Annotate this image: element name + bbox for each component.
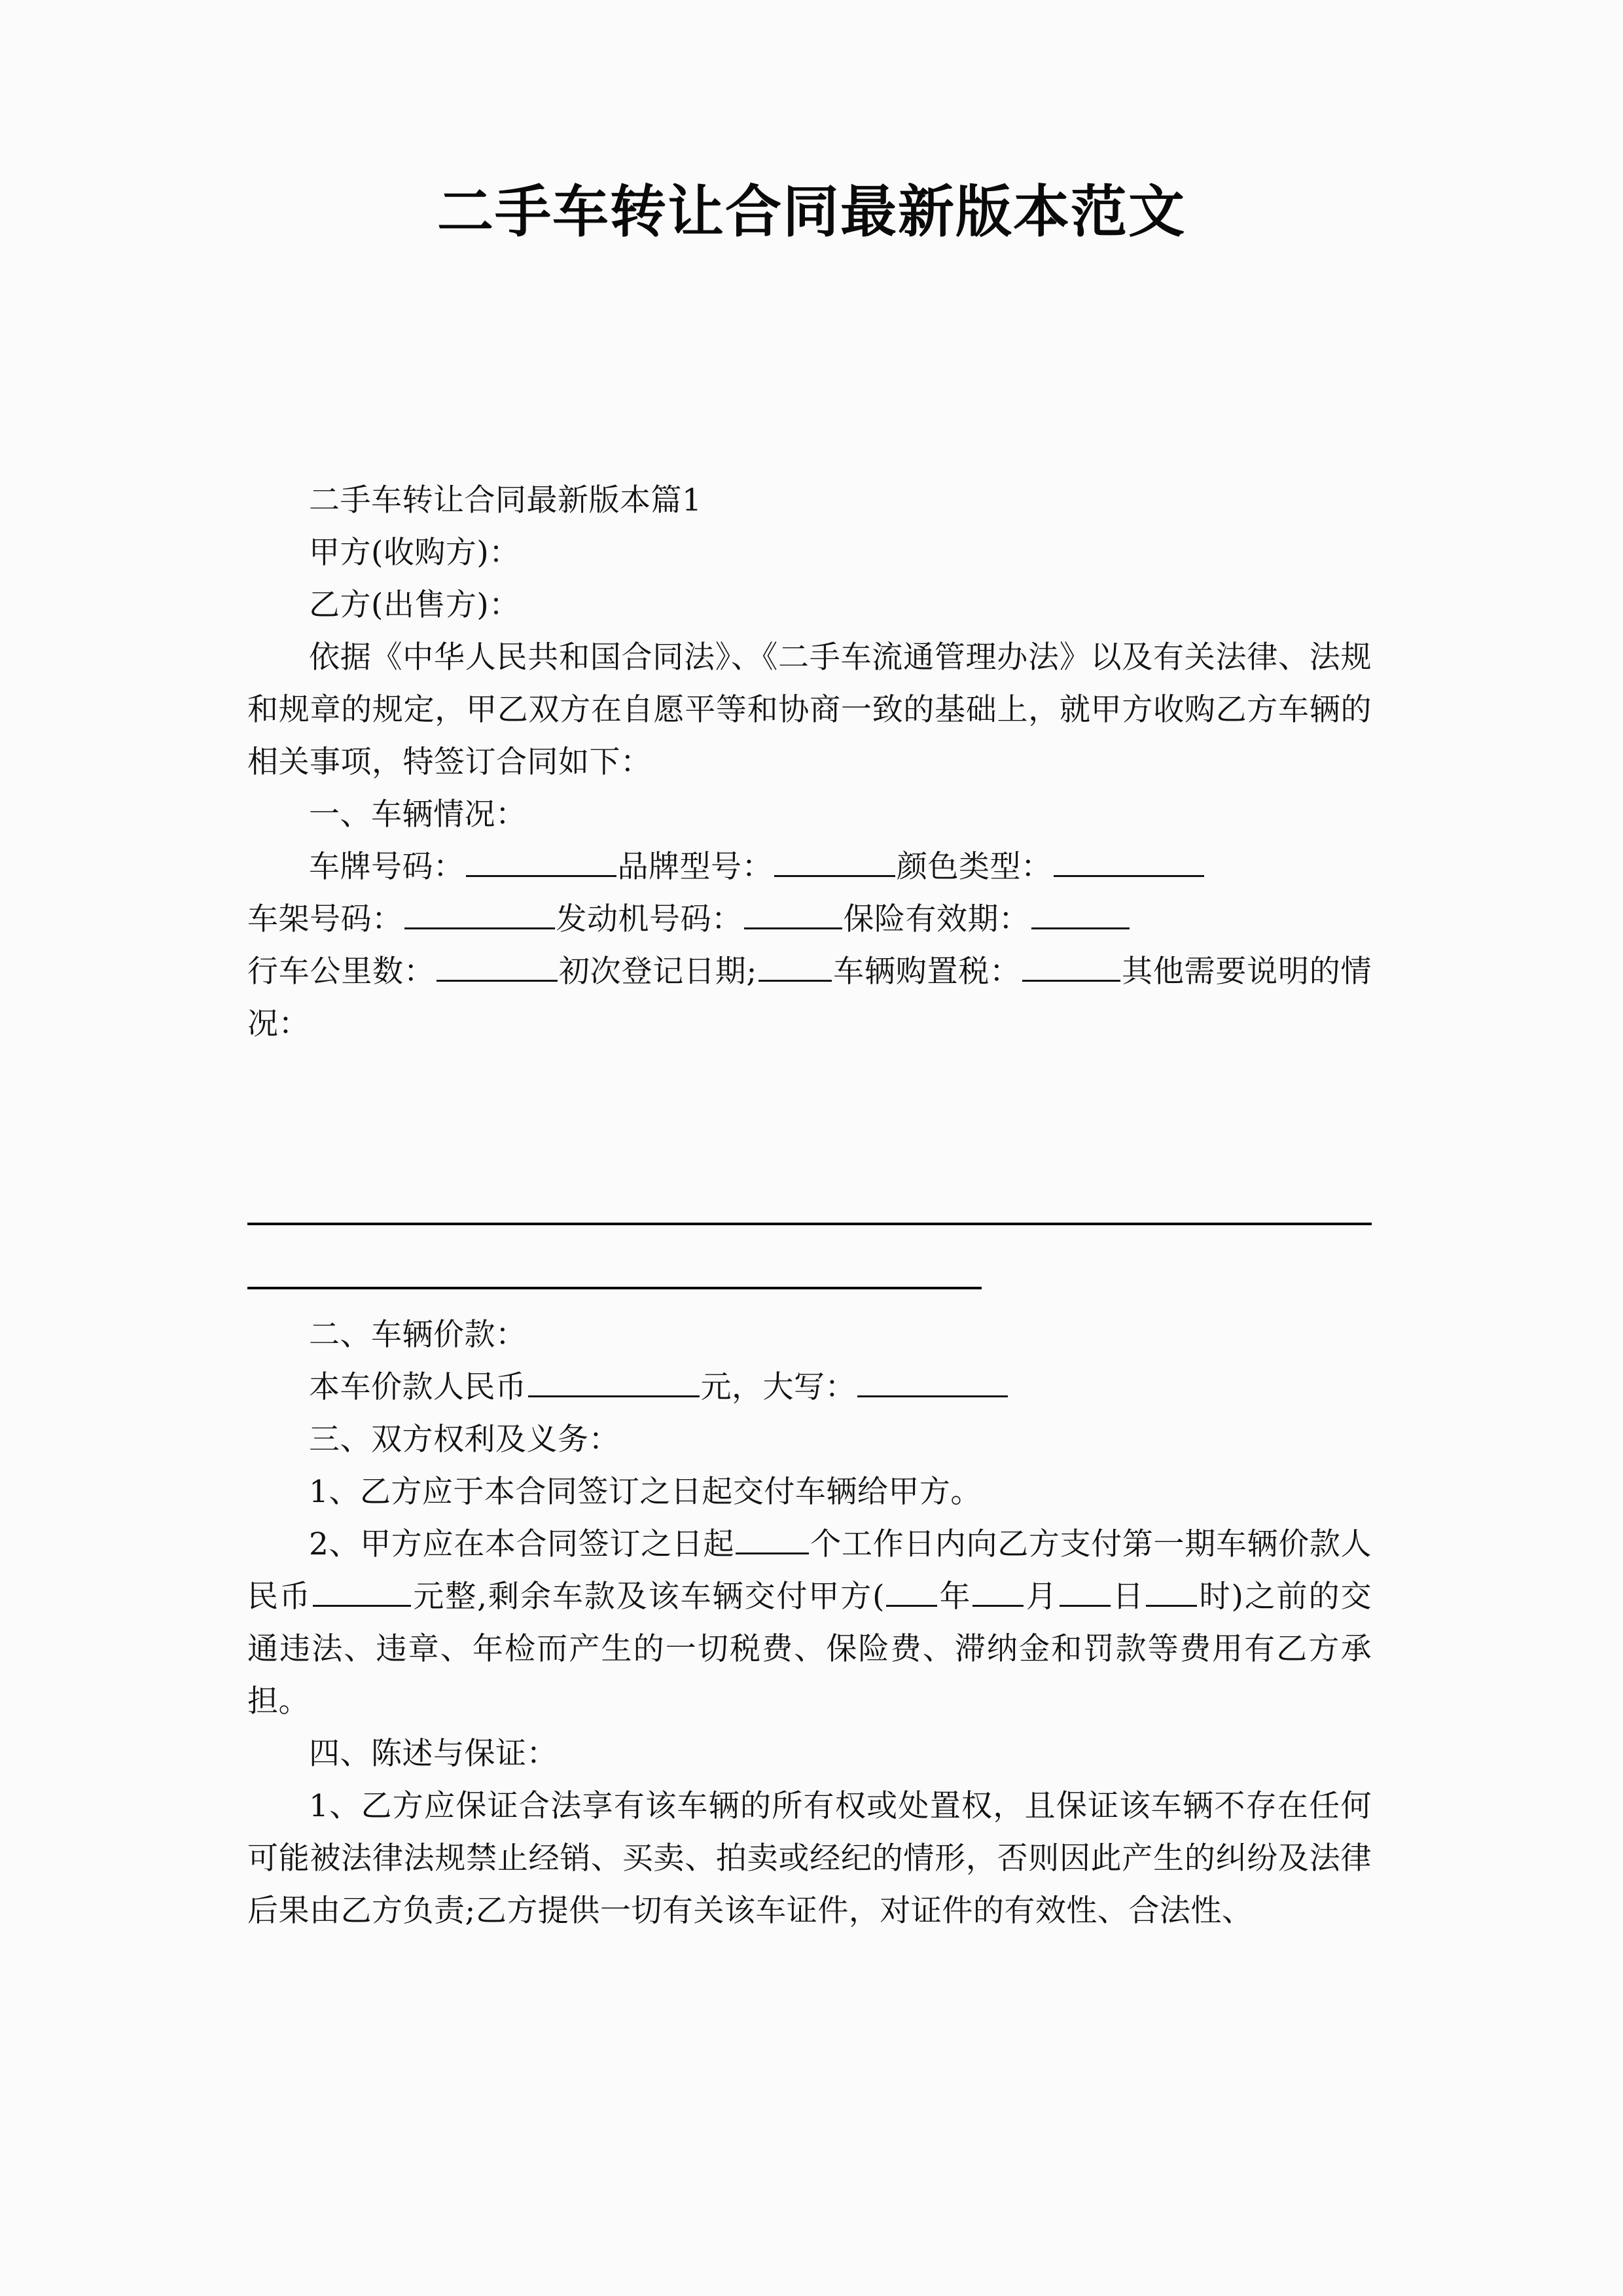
section-2-title: 二、车辆价款：	[309, 1317, 527, 1353]
mileage-blank[interactable]	[437, 948, 558, 982]
purchase-tax-label: 车辆购置税：	[832, 954, 1021, 990]
price-amount-blank[interactable]	[528, 1363, 700, 1397]
handover-hour-blank[interactable]	[1146, 1573, 1197, 1607]
notes-rule-line-2	[247, 1287, 982, 1289]
page-title: 二手车转让合同最新版本范文	[437, 179, 1186, 245]
vehicle-info-line-1	[247, 841, 1372, 893]
plate-number-blank[interactable]	[466, 843, 616, 877]
plate-number-label: 车牌号码：	[309, 849, 465, 885]
insurance-validity-blank[interactable]	[1031, 895, 1130, 929]
vin-label: 车架号码：	[247, 901, 403, 937]
item-3-1: 1、乙方应于本合同签订之日起交付车辆给甲方。	[309, 1474, 982, 1510]
document-body-lower	[247, 1309, 1372, 1937]
article-heading: 二手车转让合同最新版本篇1	[309, 482, 702, 518]
price-in-words-blank[interactable]	[857, 1363, 1008, 1397]
item-3-2-part-c: 元整,剩余车款及该车辆交付甲方(	[412, 1579, 885, 1615]
item-4-1: 1、乙方应保证合法享有该车辆的所有权或处置权，且保证该车辆不存在任何可能被法律法规禁止经销、买卖、拍卖或经纪的情形，否则因此产生的纠纷及法律后果由乙方负责;乙方提供一切有关该车证件，对证件的有效性、合法性、	[247, 1788, 1372, 1929]
section-1-title: 一、车辆情况：	[309, 797, 527, 833]
item-3-2-year: 年	[938, 1579, 972, 1615]
first-registration-label: 初次登记日期;	[558, 954, 757, 990]
document-body-upper	[247, 475, 1372, 1050]
color-type-blank[interactable]	[1054, 843, 1204, 877]
vehicle-info-line-2	[247, 893, 1372, 946]
engine-number-blank[interactable]	[744, 895, 842, 929]
vehicle-info-line-3	[247, 946, 1372, 1050]
item-3-2-part-g: 时)之前的交通违法、违章、年检而产生的一切税费、保险费、滞纳金和罚款等费用有乙方承担。	[247, 1579, 1372, 1719]
handover-month-blank[interactable]	[972, 1573, 1024, 1607]
item-3-2-day: 日	[1111, 1579, 1145, 1615]
preamble-paragraph: 依据《中华人民共和国合同法》、《二手车流通管理办法》以及有关法律、法规和规章的规定，甲乙双方在自愿平等和协商一致的基础上，就甲方收购乙方车辆的相关事项，特签订合同如下：	[247, 639, 1372, 780]
purchase-tax-blank[interactable]	[1022, 948, 1120, 982]
party-a-line: 甲方(收购方)：	[309, 535, 520, 571]
mileage-label: 行车公里数：	[247, 954, 435, 990]
item-3-2-part-a: 2、甲方应在本合同签订之日起	[309, 1526, 735, 1562]
section-4-title: 四、陈述与保证：	[309, 1736, 558, 1772]
engine-number-label: 发动机号码：	[556, 901, 743, 937]
working-days-blank[interactable]	[736, 1520, 809, 1554]
brand-model-label: 品牌型号：	[617, 849, 773, 885]
handover-year-blank[interactable]	[886, 1573, 937, 1607]
party-b-line: 乙方(出售方)：	[309, 587, 520, 623]
handover-day-blank[interactable]	[1060, 1573, 1111, 1607]
brand-model-blank[interactable]	[774, 843, 895, 877]
other-notes-label: 其他需要说明的情况：	[247, 954, 1372, 1042]
item-3-2-month: 月	[1025, 1579, 1058, 1615]
item-3-2-part-b: 个工作日内向乙方支付第一期车辆价款人民币	[247, 1526, 1372, 1615]
price-line	[247, 1361, 1372, 1414]
notes-rule-line-1	[247, 1223, 1372, 1225]
vin-blank[interactable]	[404, 895, 555, 929]
insurance-validity-label: 保险有效期：	[843, 901, 1030, 937]
first-registration-blank[interactable]	[758, 948, 832, 982]
item-3-2	[247, 1518, 1372, 1728]
section-3-title: 三、双方权利及义务：	[309, 1422, 620, 1458]
first-payment-blank[interactable]	[313, 1573, 411, 1607]
price-label: 本车价款人民币	[309, 1369, 527, 1405]
price-in-words-label: 元，大写：	[700, 1369, 856, 1405]
color-type-label: 颜色类型：	[897, 849, 1052, 885]
